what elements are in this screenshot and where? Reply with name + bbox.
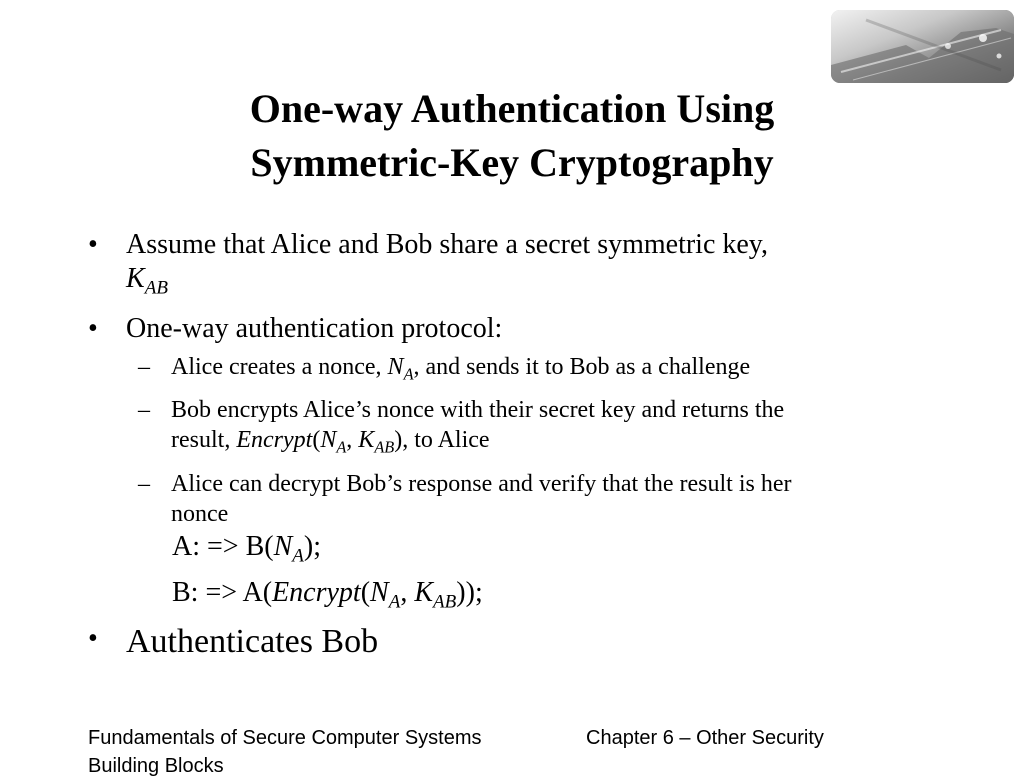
key-symbol: K xyxy=(414,577,434,608)
footer-book-title-line-1: Fundamentals of Secure Computer Systems xyxy=(88,727,482,749)
encrypt-function: Encrypt xyxy=(272,577,361,608)
sub-bullet-text-after: , and sends it to Bob as a challenge xyxy=(413,353,751,380)
key-subscript: AB xyxy=(374,438,395,458)
nonce-symbol: N xyxy=(273,531,293,562)
sub-bullet-text-before: Alice creates a nonce, xyxy=(171,353,382,380)
comma-separator: , xyxy=(400,577,415,608)
protocol-formula-a xyxy=(172,530,321,574)
nonce-symbol: N xyxy=(387,353,404,380)
bullet-marker: • xyxy=(88,623,98,654)
bullet-item-shared-key xyxy=(88,228,918,306)
sub-bullet-line-1: Alice can decrypt Bob’s response and verify that the result is her xyxy=(171,471,792,498)
footer-book-title xyxy=(88,724,568,780)
formula-suffix: ); xyxy=(303,531,322,562)
nonce-subscript: A xyxy=(403,364,414,384)
key-symbol: K xyxy=(126,263,145,294)
sub-bullet-line-2: nonce xyxy=(171,501,229,528)
sub-bullet-encrypt xyxy=(88,395,918,463)
bullet-item-protocol xyxy=(88,312,918,346)
nonce-symbol: N xyxy=(320,427,337,454)
slide-title xyxy=(0,82,1024,190)
slide-title-line-1: One-way Authentication Using xyxy=(249,86,775,131)
nonce-subscript: A xyxy=(388,591,401,613)
sub-bullet-nonce xyxy=(88,352,918,390)
key-subscript: AB xyxy=(433,591,457,613)
slide-title-line-2: Symmetric-Key Cryptography xyxy=(250,140,774,185)
decorative-photo-image xyxy=(831,10,1014,83)
dash-marker: – xyxy=(138,397,150,424)
slide-content xyxy=(88,228,918,529)
comma-separator: , xyxy=(346,427,359,454)
sub-bullet-line-1: Bob encrypts Alice’s nonce with their secret key and returns the xyxy=(171,397,785,424)
bullet-text: One-way authentication protocol: xyxy=(126,312,503,344)
dash-marker: – xyxy=(138,353,150,380)
key-symbol: K xyxy=(358,427,375,454)
nonce-symbol: N xyxy=(370,577,389,608)
formula-prefix: B: => A( xyxy=(172,577,273,608)
encrypt-function: Encrypt xyxy=(236,427,313,454)
open-paren: ( xyxy=(360,577,371,608)
formula-prefix: A: => B( xyxy=(172,531,274,562)
footer-book-title-line-2: Building Blocks xyxy=(88,755,224,777)
footer-chapter: Chapter 6 – Other Security xyxy=(586,727,824,749)
nonce-subscript: A xyxy=(336,438,347,458)
key-subscript: AB xyxy=(144,277,168,299)
bullet-text: Authenticates Bob xyxy=(126,623,379,660)
protocol-formula-b xyxy=(172,576,483,620)
bullet-marker: • xyxy=(88,312,98,344)
bullet-text: Assume that Alice and Bob share a secret symmetric key, xyxy=(126,229,768,260)
nonce-subscript: A xyxy=(292,545,304,567)
sub-bullet-verify xyxy=(88,469,918,529)
bullet-marker: • xyxy=(88,229,98,260)
dash-marker: – xyxy=(138,471,150,498)
bullet-item-authenticates-bob xyxy=(88,622,826,662)
sub-bullet-line-2-after: ), to Alice xyxy=(394,427,490,454)
open-paren: ( xyxy=(312,427,321,454)
sub-bullet-line-2-before: result, xyxy=(171,427,237,454)
formula-suffix: )); xyxy=(456,577,483,608)
